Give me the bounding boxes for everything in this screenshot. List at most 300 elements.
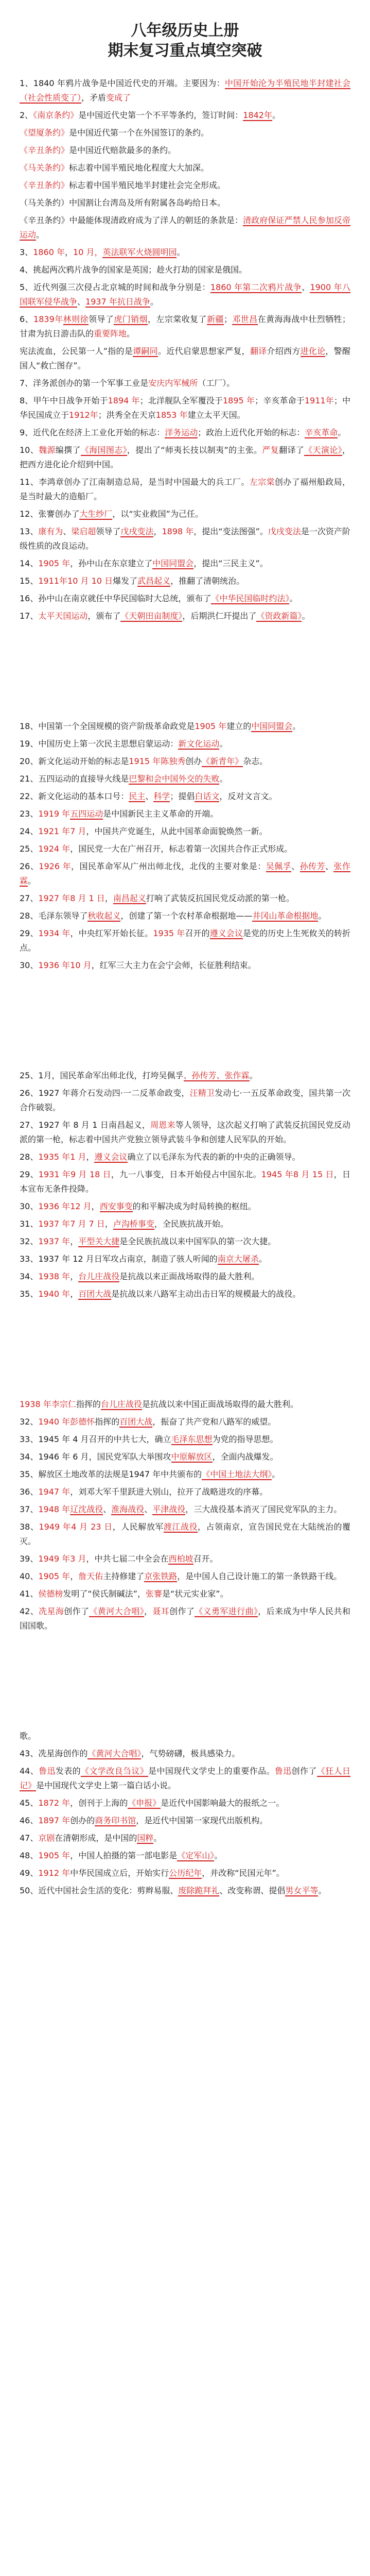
highlighted-text: 《定军山》 bbox=[177, 1851, 215, 1860]
list-item bbox=[20, 958, 350, 973]
list-item bbox=[20, 909, 350, 923]
body-text: 38、 bbox=[20, 1522, 39, 1532]
body-text: 39、 bbox=[20, 1554, 39, 1564]
body-text: ， bbox=[144, 1606, 153, 1616]
highlighted-text: 《中华民国临时约法》 bbox=[211, 594, 290, 603]
body-text: ， bbox=[81, 93, 90, 103]
list-item bbox=[20, 1884, 350, 1898]
highlighted-text: 《马关条约》 bbox=[20, 163, 69, 173]
list-item bbox=[20, 178, 350, 193]
list-item bbox=[20, 891, 350, 906]
body-text: 28、毛泽东领导了 bbox=[20, 911, 88, 921]
highlighted-text: 《南京条约》 bbox=[33, 110, 79, 120]
highlighted-text: 10 月， bbox=[73, 247, 103, 257]
highlighted-text: 1919 年 bbox=[38, 809, 71, 819]
list-item bbox=[20, 754, 350, 769]
body-text: （工厂）。 bbox=[198, 378, 235, 388]
body-text: 是中国近代赔款最多的条约。 bbox=[69, 145, 177, 155]
body-text: 创作了 bbox=[64, 1606, 90, 1616]
highlighted-text: 梁启超 bbox=[71, 527, 96, 536]
body-text: 创办了福州船政局，是当时最大的造船厂。 bbox=[20, 477, 350, 501]
body-text: 是“状元实业家”。 bbox=[162, 1589, 228, 1599]
body-text: ；辛亥革命于 bbox=[255, 396, 305, 405]
list-item bbox=[20, 1069, 350, 1083]
highlighted-text: 变成了 bbox=[106, 93, 131, 103]
list-item bbox=[20, 161, 350, 175]
list-item bbox=[20, 76, 350, 105]
body-text: ，人民解放军 bbox=[112, 1522, 164, 1532]
body-text: 是中国近代史第一个不平等条约，签订时间： bbox=[78, 110, 243, 120]
body-text: 《辛丑条约》中最能体现清政府成为了洋人的朝廷的条款是： bbox=[20, 215, 243, 225]
highlighted-text: 陈独秀 bbox=[161, 756, 186, 766]
spacer bbox=[20, 626, 350, 719]
body-text: 25、1月，国民革命军出师北伐，打垮吴佩孚 bbox=[20, 1071, 184, 1080]
list-item bbox=[20, 507, 350, 521]
body-text: 创办 bbox=[185, 756, 202, 766]
list-item bbox=[20, 1467, 350, 1482]
highlighted-text: 洋务运动 bbox=[165, 428, 198, 437]
list-item bbox=[20, 1520, 350, 1549]
body-text: ， bbox=[104, 893, 113, 903]
highlighted-text: 百团大战 bbox=[119, 1417, 153, 1427]
highlighted-text: 孙传芳 bbox=[299, 861, 325, 871]
body-text: 。 bbox=[302, 611, 310, 621]
highlighted-text: 《新青年》 bbox=[202, 756, 243, 766]
body-text: 34、1946 年 6 月，国民党军队大举围攻 bbox=[20, 1452, 171, 1462]
body-text: 创作了 bbox=[169, 1606, 195, 1616]
highlighted-text: 1895 年 bbox=[222, 396, 255, 405]
list-item bbox=[20, 1167, 350, 1196]
highlighted-text: 中国开始沦为半殖民地半封建社会（社会性质变了） bbox=[20, 78, 350, 103]
body-text: 25、 bbox=[20, 844, 39, 854]
list-item bbox=[20, 574, 350, 588]
body-text: ，孙中山在东京建立了 bbox=[70, 558, 153, 568]
body-text: 。 bbox=[318, 1886, 327, 1895]
body-text: ，日本宣布无条件投降。 bbox=[20, 1170, 350, 1194]
highlighted-text: 井冈山革命根据地 bbox=[252, 911, 319, 921]
body-text: 。 bbox=[258, 1254, 267, 1264]
body-text: 。 bbox=[36, 230, 45, 240]
highlighted-text: 林则徐 bbox=[63, 314, 89, 324]
body-text: 、 bbox=[77, 297, 86, 307]
list-item bbox=[20, 807, 350, 821]
list-item bbox=[20, 126, 350, 140]
body-text: 8、甲午中日战争开始于 bbox=[20, 396, 108, 405]
highlighted-text: 1937 年 bbox=[38, 1219, 71, 1229]
highlighted-text: 7 月 7 日 bbox=[70, 1219, 105, 1229]
body-text: ，提出了“师夷长技以制夷”的主张。 bbox=[127, 445, 262, 455]
body-text: ，反对文言文。 bbox=[219, 791, 277, 801]
highlighted-text: 鲁迅 bbox=[39, 1766, 56, 1776]
list-item bbox=[20, 1747, 350, 1761]
body-text: 7、洋务派创办的第一个军事工业是 bbox=[20, 378, 149, 388]
highlighted-text: 《天朝田亩制度》 bbox=[120, 611, 183, 621]
highlighted-text: 1853 年 bbox=[155, 410, 188, 420]
list-item bbox=[20, 524, 350, 553]
highlighted-text: 魏源 bbox=[39, 445, 56, 455]
list-item bbox=[20, 475, 350, 504]
body-text: ， bbox=[91, 1201, 100, 1211]
body-text: 30、 bbox=[20, 960, 39, 970]
highlighted-text: 1948 年 bbox=[38, 1504, 71, 1514]
list-item bbox=[20, 859, 350, 888]
page-title bbox=[20, 21, 350, 61]
body-text: 32、 bbox=[20, 1417, 39, 1427]
body-text: 2、 bbox=[20, 110, 33, 120]
highlighted-text: 1905 年 bbox=[38, 558, 71, 568]
body-text: 指挥的 bbox=[76, 1399, 101, 1409]
highlighted-text: 9 月 18 日 bbox=[71, 1170, 111, 1179]
list-item bbox=[20, 1764, 350, 1793]
body-text: 、改变称谓、提倡 bbox=[219, 1886, 286, 1895]
body-text: 、 bbox=[144, 1504, 153, 1514]
highlighted-text: 张作霖 bbox=[20, 861, 350, 886]
highlighted-text: 遵义会议 bbox=[94, 1152, 128, 1162]
body-text: 、 bbox=[291, 861, 300, 871]
body-text: 主持修建了 bbox=[103, 1571, 145, 1581]
highlighted-text: 英法联军火烧圆明园 bbox=[102, 247, 177, 257]
body-text: ，创建了第一个农村革命根据地—— bbox=[120, 911, 253, 921]
body-text: 35、解放区土地改革的法规是 bbox=[20, 1469, 129, 1479]
list-item bbox=[20, 443, 350, 472]
body-text: ，提出“三民主义”。 bbox=[193, 558, 268, 568]
highlighted-text: 五四运动 bbox=[70, 809, 103, 819]
body-text: ， bbox=[104, 1219, 113, 1229]
list-item bbox=[20, 1814, 350, 1828]
body-text: 32、 bbox=[20, 1236, 39, 1246]
body-text: ，国民革命军从广州出师北伐，北伐的主要对象是： bbox=[71, 861, 266, 871]
list-item bbox=[20, 719, 350, 734]
body-text: 在黄海海战中壮烈牺牲；甘肃为抗日游击队的 bbox=[20, 314, 350, 338]
body-text: 24、 bbox=[20, 826, 39, 836]
highlighted-text: 冼星海 bbox=[39, 1606, 64, 1616]
body-text: 爆发了 bbox=[113, 576, 138, 586]
body-text: 27、1927 年 8 月 1 日南昌起义， bbox=[20, 1120, 151, 1130]
highlighted-text: 8 月 1 日 bbox=[70, 893, 105, 903]
highlighted-text: 1911年 bbox=[38, 576, 68, 586]
body-text: ， bbox=[86, 1152, 95, 1162]
body-text: ， bbox=[70, 1571, 79, 1581]
body-text: 14、 bbox=[20, 558, 39, 568]
body-text: ，推翻了清朝统治。 bbox=[170, 576, 245, 586]
highlighted-text: 1937 年抗日战争 bbox=[85, 297, 150, 307]
highlighted-text: 彭德怀 bbox=[70, 1417, 95, 1427]
highlighted-text: 1940 年 bbox=[38, 1289, 71, 1299]
highlighted-text: 聂耳 bbox=[152, 1606, 170, 1616]
body-text: 是中国新民主主义革命的开端。 bbox=[103, 809, 219, 819]
highlighted-text: 詹天佑 bbox=[78, 1571, 103, 1581]
highlighted-text: 1935 年 bbox=[38, 1152, 71, 1162]
body-text: 。 bbox=[272, 110, 280, 120]
list-item bbox=[20, 1252, 350, 1266]
highlighted-text: 中国同盟会 bbox=[152, 558, 194, 568]
highlighted-text: 科学 bbox=[153, 791, 170, 801]
highlighted-text: 辛亥革命 bbox=[305, 428, 338, 437]
highlighted-text: 4 月 23 日 bbox=[71, 1522, 113, 1532]
highlighted-text: 1912 年 bbox=[38, 1868, 71, 1878]
highlighted-text: 《黄河大合唱》 bbox=[89, 1606, 144, 1616]
highlighted-text: 西安事变 bbox=[99, 1201, 133, 1211]
body-text: 44、 bbox=[20, 1766, 39, 1776]
body-text: 发表的 bbox=[55, 1766, 81, 1776]
body-text: 创作了 bbox=[291, 1766, 317, 1776]
highlighted-text: 1897 年 bbox=[38, 1816, 71, 1825]
list-item bbox=[20, 591, 350, 606]
body-text: ， bbox=[153, 527, 162, 536]
highlighted-text: 10 月 10 日 bbox=[67, 576, 113, 586]
section-2 bbox=[20, 719, 350, 973]
spacer bbox=[20, 1636, 350, 1729]
body-text: 23、 bbox=[20, 809, 39, 819]
highlighted-text: 中原解放区 bbox=[171, 1452, 213, 1462]
highlighted-text: 新疆 bbox=[207, 314, 224, 324]
body-text: 3、 bbox=[20, 247, 33, 257]
body-text: 、 bbox=[145, 791, 154, 801]
body-text: 27、 bbox=[20, 893, 39, 903]
body-text: 建立太平天国。 bbox=[187, 410, 245, 420]
body-text: ，创刊于上海的 bbox=[70, 1798, 128, 1808]
highlighted-text: 1905 年 bbox=[38, 1851, 71, 1860]
body-text: ，中国共产党诞生，从此中国革命面貌焕然一新。 bbox=[86, 826, 268, 836]
body-text: 是抗战以来正面战场取得的最大胜利。 bbox=[119, 1272, 260, 1281]
body-text: ，提出“变法图强”。 bbox=[193, 527, 268, 536]
body-text: 29、 bbox=[20, 928, 39, 938]
highlighted-text: 1947 年 bbox=[38, 1487, 71, 1497]
body-text: 22、新文化运动的基本口号： bbox=[20, 791, 129, 801]
body-text: ，振奋了共产党和八路军的威望。 bbox=[152, 1417, 276, 1427]
highlighted-text: 《辛丑条约》 bbox=[20, 145, 69, 155]
highlighted-text: 10 月 bbox=[70, 960, 92, 970]
body-text: 40、 bbox=[20, 1571, 39, 1581]
highlighted-text: 戊戌变法 bbox=[268, 527, 301, 536]
list-item bbox=[20, 1432, 350, 1447]
body-text: ； bbox=[223, 314, 232, 324]
highlighted-text: 1839年 bbox=[33, 314, 63, 324]
body-text: 30、 bbox=[20, 1201, 39, 1211]
body-text: ，是中国人自己设计施工的第一条铁路干线。 bbox=[177, 1571, 342, 1581]
highlighted-text: 周恩来 bbox=[150, 1120, 175, 1130]
body-text: ，三大战役基本消灭了国民党军队的主力。 bbox=[185, 1504, 342, 1514]
highlighted-text: 鲁迅 bbox=[274, 1766, 292, 1776]
body-text: 确立了以毛泽东为代表的新的中央的正确领导。 bbox=[127, 1152, 301, 1162]
body-text: 43、冼星海创作的 bbox=[20, 1749, 88, 1758]
spacer bbox=[20, 976, 350, 1069]
body-text: 是抗战以来八路军主动出击日军的规模最大的战役。 bbox=[111, 1289, 301, 1299]
body-text: ，是近代中国第一家现代出版机构。 bbox=[136, 1816, 268, 1825]
list-item bbox=[20, 1604, 350, 1633]
body-text: ，全民族抗战开始。 bbox=[154, 1219, 228, 1229]
list-item bbox=[20, 1485, 350, 1499]
body-text: 11、李鸿章创办了江南制造总局，是当时中国最大的兵工厂。 bbox=[20, 477, 250, 487]
body-text: ，刘邓大军千里跃进大别山，拉开了战略进攻的序幕。 bbox=[70, 1487, 268, 1497]
body-text: 19、中国历史上第一次民主思想启蒙运动： bbox=[20, 739, 179, 749]
body-text: 41、 bbox=[20, 1589, 39, 1599]
list-item bbox=[20, 376, 350, 391]
body-text: 是中国现代文学史上第一篇白话小说。 bbox=[36, 1781, 177, 1790]
highlighted-text: 平型关大捷 bbox=[78, 1236, 120, 1246]
highlighted-text: 戊戌变法 bbox=[120, 527, 154, 536]
body-text: 16、孙中山在南京就任中华民国临时大总统，颁布了 bbox=[20, 594, 212, 603]
highlighted-text: 1938 年 bbox=[20, 1399, 51, 1409]
body-text: 介绍西方 bbox=[267, 346, 301, 356]
highlighted-text: 南京大屠杀 bbox=[217, 1254, 259, 1264]
body-text: 5、近代列强三次侵占北京城的时间和战争分别是： bbox=[20, 282, 210, 292]
body-text: 37、 bbox=[20, 1504, 39, 1514]
body-text: 49、 bbox=[20, 1868, 39, 1878]
highlighted-text: 1915 年 bbox=[129, 756, 161, 766]
body-text: 。 bbox=[214, 1851, 223, 1860]
body-text: 31、 bbox=[20, 1219, 39, 1229]
body-text: 20、新文化运动开始的标志是 bbox=[20, 756, 129, 766]
highlighted-text: 1949 年 bbox=[39, 1522, 72, 1532]
highlighted-text: 男女平等 bbox=[285, 1886, 319, 1895]
body-text: 、 bbox=[302, 282, 310, 292]
highlighted-text: 卢沟桥事变 bbox=[113, 1219, 154, 1229]
list-item bbox=[20, 1415, 350, 1429]
highlighted-text: 《申报》 bbox=[128, 1798, 161, 1808]
highlighted-text: 汪精卫 bbox=[189, 1088, 215, 1098]
body-text: 中华民国成立后，开始实行 bbox=[70, 1868, 169, 1878]
body-text: ，左宗棠收复了 bbox=[147, 314, 207, 324]
highlighted-text: 1898 年 bbox=[162, 527, 194, 536]
list-item bbox=[20, 1587, 350, 1601]
body-text: 杂志。 bbox=[243, 756, 268, 766]
body-text: ，红军三大主力在会宁会师，长征胜利结束。 bbox=[91, 960, 256, 970]
body-text: 46、 bbox=[20, 1816, 39, 1825]
body-text: 召开。 bbox=[193, 1554, 218, 1564]
highlighted-text: 《资政新篇》 bbox=[256, 611, 302, 621]
body-text: 33、1937 年 12 月日军攻占南京，制造了骇人听闻的 bbox=[20, 1254, 218, 1264]
body-text: ，中共七届二中全会在 bbox=[86, 1554, 169, 1564]
highlighted-text: 民主 bbox=[129, 791, 146, 801]
list-item bbox=[20, 609, 350, 623]
highlighted-text: 8 月 15 日 bbox=[293, 1170, 334, 1179]
spacer bbox=[20, 1304, 350, 1397]
body-text: 建立的 bbox=[226, 721, 252, 731]
list-item bbox=[20, 280, 350, 309]
body-text: 指挥的 bbox=[95, 1417, 120, 1427]
highlighted-text: 《黄河大合唱》 bbox=[87, 1749, 142, 1758]
highlighted-text: 白话文 bbox=[195, 791, 220, 801]
body-text: 是近代中国影响最大的报纸之一。 bbox=[161, 1798, 285, 1808]
highlighted-text: 公历纪年 bbox=[169, 1868, 202, 1878]
body-text: 的和平解决成为时局转换的枢纽。 bbox=[132, 1201, 256, 1211]
highlighted-text: 1949 年 bbox=[38, 1554, 71, 1564]
body-text: 29、 bbox=[20, 1170, 39, 1179]
list-item bbox=[20, 143, 350, 158]
highlighted-text: 1926 年 bbox=[39, 861, 72, 871]
list-item bbox=[20, 108, 350, 123]
body-text: 。近代启蒙思想家严复， bbox=[157, 346, 250, 356]
body-text: ， bbox=[65, 247, 74, 257]
list-item bbox=[20, 737, 350, 751]
body-text: 28、 bbox=[20, 1152, 39, 1162]
body-text: 标志着中国半殖民地化程度大大加深。 bbox=[69, 163, 209, 173]
list-item bbox=[20, 1217, 350, 1231]
list-item bbox=[20, 1397, 350, 1412]
highlighted-text: 1935 年 bbox=[153, 928, 185, 938]
body-text: ，警醒国人“救亡图存”。 bbox=[20, 346, 350, 370]
list-item bbox=[20, 1866, 350, 1880]
highlighted-text: 1937 年 bbox=[38, 1236, 71, 1246]
list-item bbox=[20, 213, 350, 242]
body-text: ；政治上近代化开始的标志： bbox=[198, 428, 305, 437]
highlighted-text: 新文化运动 bbox=[178, 739, 220, 749]
body-text: 矛盾 bbox=[90, 93, 107, 103]
highlighted-text: 1924 年 bbox=[38, 844, 71, 854]
body-text: ，把西方进化论介绍到中国。 bbox=[20, 445, 350, 469]
highlighted-text: 1921 年 bbox=[38, 826, 71, 836]
highlighted-text: 台儿庄战役 bbox=[78, 1272, 120, 1281]
body-text: 18、中国第一个全国规模的资产阶级革命政党是 bbox=[20, 721, 195, 731]
highlighted-text: 《狂人日记》 bbox=[20, 1766, 350, 1790]
body-text: 编撰了 bbox=[55, 445, 81, 455]
highlighted-text: 武昌起义 bbox=[137, 576, 171, 586]
highlighted-text: 严复 bbox=[262, 445, 279, 455]
list-item bbox=[20, 1502, 350, 1517]
highlighted-text: 1938 年 bbox=[38, 1272, 71, 1281]
highlighted-text: 百团大战 bbox=[78, 1289, 112, 1299]
body-text: 26、 bbox=[20, 861, 39, 871]
body-text: ；中华民国成立于 bbox=[20, 396, 350, 420]
body-text: 50、近代中国社会生活的变化：剪辫易服、 bbox=[20, 1886, 179, 1895]
body-text: 。 bbox=[153, 1833, 162, 1843]
highlighted-text: 、孙传芳、张作霖 bbox=[183, 1071, 250, 1080]
body-text: 。 bbox=[272, 1469, 280, 1479]
body-text: ，占领南京，宣告国民党在大陆统治的覆灭。 bbox=[20, 1522, 350, 1546]
highlighted-text: 1 月 bbox=[70, 1152, 86, 1162]
body-text: 13、 bbox=[20, 527, 39, 536]
list-item bbox=[20, 394, 350, 422]
body-text: 创办的 bbox=[70, 1816, 95, 1825]
body-text: 15、 bbox=[20, 576, 39, 586]
body-text: 6、 bbox=[20, 314, 34, 324]
list-item bbox=[20, 1086, 350, 1115]
body-text: ；北洋舰队全军覆没于 bbox=[139, 396, 223, 405]
body-text: ，九一八事变，日本开始侵占中国东北。 bbox=[111, 1170, 261, 1179]
body-text: 34、 bbox=[20, 1272, 39, 1281]
body-text: ， bbox=[70, 1289, 79, 1299]
list-item bbox=[20, 824, 350, 839]
list-item bbox=[20, 426, 350, 440]
body-text: 是全民族抗战以来中国军队的第一次大捷。 bbox=[119, 1236, 276, 1246]
body-text: ，后来成为中华人民共和国国歌。 bbox=[20, 1606, 350, 1631]
highlighted-text: 《辛丑条约》 bbox=[20, 180, 69, 190]
body-text: 打响了武装反抗国民党反动派的第一枪。 bbox=[146, 893, 294, 903]
list-item bbox=[20, 842, 350, 856]
list-item bbox=[20, 344, 350, 373]
body-text: 10、 bbox=[20, 445, 39, 455]
highlighted-text: 《望厦条约》 bbox=[20, 128, 69, 138]
highlighted-text: 遵义会议 bbox=[209, 928, 243, 938]
highlighted-text: 《天演论》 bbox=[304, 445, 342, 455]
body-text: 。 bbox=[127, 329, 135, 338]
body-text: ，气势磅礴，极具感染力。 bbox=[141, 1749, 240, 1758]
body-text: 42、 bbox=[20, 1606, 39, 1616]
body-text: ；提倡 bbox=[170, 791, 195, 801]
highlighted-text: 康有为 bbox=[38, 527, 63, 536]
list-item bbox=[20, 556, 350, 571]
highlighted-text: 1860 年 bbox=[33, 247, 65, 257]
body-text: 为党的指导思想。 bbox=[212, 1434, 278, 1444]
highlighted-text: 太平天国运动 bbox=[38, 611, 88, 621]
body-text: 发动七·一五反革命政变，国共第一次合作破裂。 bbox=[20, 1088, 350, 1112]
body-text: 领导了 bbox=[88, 314, 114, 324]
list-item bbox=[20, 1150, 350, 1164]
highlighted-text: 侯德榜 bbox=[38, 1589, 63, 1599]
body-text: 。 bbox=[219, 739, 228, 749]
body-text: 是一次资产阶级性质的改良运动。 bbox=[20, 527, 350, 551]
